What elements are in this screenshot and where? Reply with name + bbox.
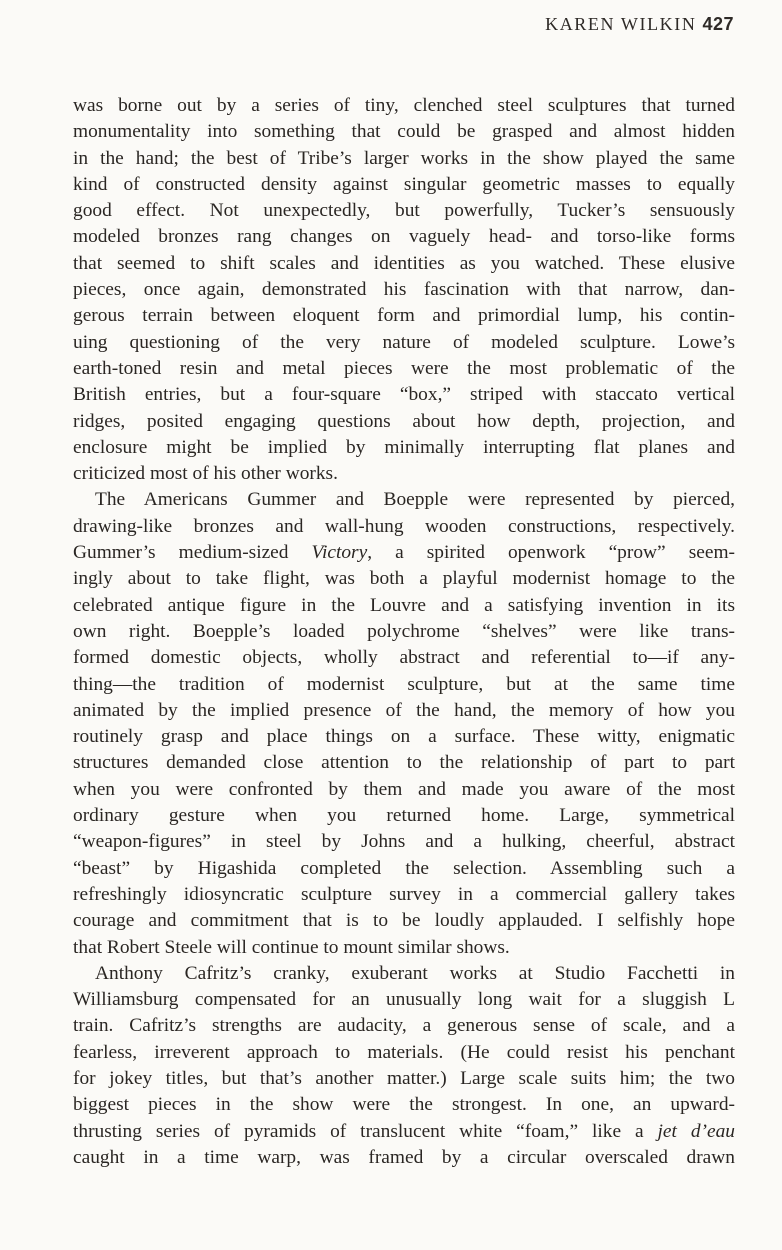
text-line: that seemed to shift scales and identities as you watched. These elusive	[73, 252, 735, 274]
text-line: ordinary gesture when you returned home. Large, symmetrical	[73, 805, 735, 827]
text-line: uing questioning of the very nature of modeled sculpture. Lowe’s	[73, 331, 735, 353]
text-line: when you were confronted by them and made you aware of the most	[73, 778, 735, 800]
text-line: that Robert Steele will continue to mount similar shows.	[73, 936, 510, 958]
text-line: Williamsburg compensated for an unusually long wait for a sluggish L	[73, 989, 735, 1011]
text-line: in the hand; the best of Tribe’s larger works in the show played the same	[73, 147, 735, 169]
text-line: good effect. Not unexpectedly, but powerfully, Tucker’s sensuously	[73, 200, 735, 222]
text-line: The Americans Gummer and Boepple were represented by pierced,	[95, 489, 735, 511]
body-text	[73, 93, 735, 1171]
line-text: , a spirited openwork “prow” seem-	[367, 542, 735, 564]
text-line: structures demanded close attention to the relationship of part to part	[73, 752, 735, 774]
text-line: thing—the tradition of modernist sculpture, but at the same time	[73, 673, 735, 695]
text-line: enclosure might be implied by minimally interrupting flat planes and	[73, 436, 735, 458]
text-line: “beast” by Higashida completed the selection. Assembling such a	[73, 857, 735, 879]
text-line: fearless, irreverent approach to materials. (He could resist his penchant	[73, 1041, 735, 1063]
text-line: refreshingly idiosyncratic sculpture survey in a commercial gallery takes	[73, 883, 735, 905]
text-line: Anthony Cafritz’s cranky, exuberant works at Studio Facchetti in	[95, 962, 735, 984]
text-line: train. Cafritz’s strengths are audacity, a generous sense of scale, and a	[73, 1015, 735, 1037]
text-line: for jokey titles, but that’s another matter.) Large scale suits him; the two	[73, 1067, 735, 1089]
text-line	[73, 1119, 735, 1145]
text-line: own right. Boepple’s loaded polychrome “shelves” were like trans-	[73, 620, 735, 642]
text-line: routinely grasp and place things on a surface. These witty, enigmatic	[73, 726, 735, 748]
text-line: caught in a time warp, was framed by a circular overscaled drawn	[73, 1146, 735, 1168]
text-line: modeled bronzes rang changes on vaguely head- and torso-like forms	[73, 226, 735, 248]
text-line: pieces, once again, demonstrated his fascination with that narrow, dan-	[73, 279, 735, 301]
text-line: courage and commitment that is to be loudly applauded. I selfishly hope	[73, 910, 735, 932]
text-line: criticized most of his other works.	[73, 463, 338, 485]
line-text: thrusting series of pyramids of translucent white “foam,” like a	[73, 1120, 658, 1142]
text-line: British entries, but a four-square “box,” striped with staccato vertical	[73, 384, 735, 406]
text-line: formed domestic objects, wholly abstract and referential to—if any-	[73, 647, 735, 669]
text-line	[73, 540, 735, 566]
text-line: celebrated antique figure in the Louvre and a satisfying invention in its	[73, 594, 735, 616]
page-number: 427	[702, 14, 734, 34]
running-head	[545, 14, 734, 35]
author-name: KAREN WILKIN	[545, 14, 697, 34]
italic-phrase: jet d’eau	[657, 1120, 735, 1142]
text-line: animated by the implied presence of the hand, the memory of how you	[73, 699, 735, 721]
text-line: earth-toned resin and metal pieces were the most problematic of the	[73, 357, 735, 379]
artwork-title: Victory	[311, 542, 368, 564]
line-text: Gummer’s medium-sized	[73, 542, 312, 564]
text-line: monumentality into something that could be grasped and almost hidden	[73, 121, 735, 143]
text-line: ingly about to take flight, was both a playful modernist homage to the	[73, 568, 735, 590]
text-line: drawing-like bronzes and wall-hung wooden constructions, respectively.	[73, 515, 735, 537]
text-line: “weapon-figures” in steel by Johns and a hulking, cheerful, abstract	[73, 831, 735, 853]
text-line: was borne out by a series of tiny, clenched steel sculptures that turned	[73, 95, 735, 116]
text-line: biggest pieces in the show were the strongest. In one, an upward-	[73, 1094, 735, 1116]
text-line: gerous terrain between eloquent form and primordial lump, his contin-	[73, 305, 735, 327]
text-line: kind of constructed density against singular geometric masses to equally	[73, 173, 735, 195]
text-line: ridges, posited engaging questions about how depth, projection, and	[73, 410, 735, 432]
